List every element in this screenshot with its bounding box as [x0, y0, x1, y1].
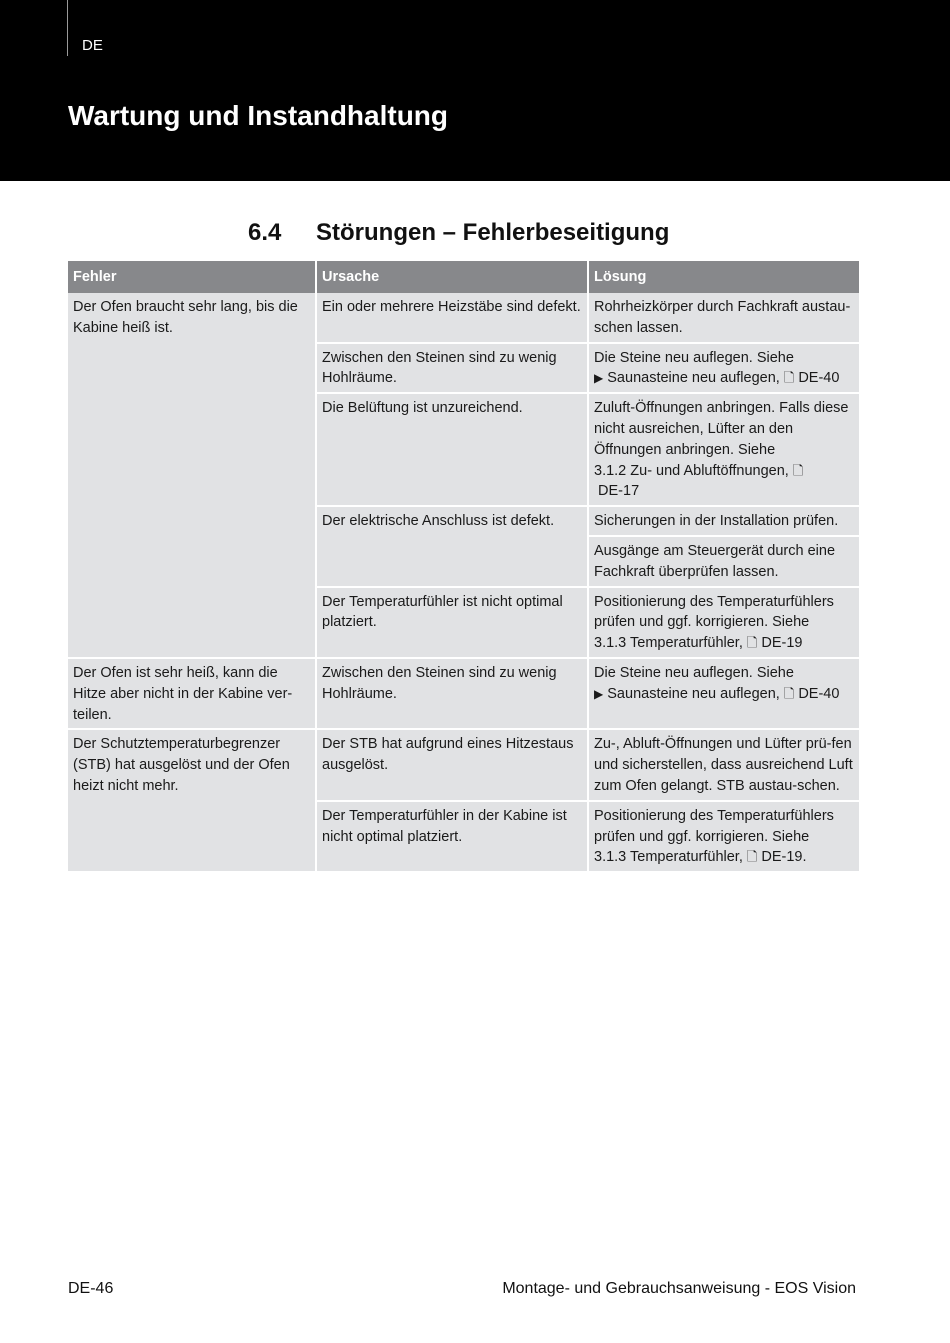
table-row: [68, 658, 859, 729]
solution-cell: [588, 801, 859, 872]
cause-cell: Der Temperaturfühler in der Kabine ist nicht optimal platziert.: [316, 801, 588, 872]
cause-cell: Der STB hat aufgrund eines Hitzestaus ausgelöst.: [316, 729, 588, 800]
troubleshooting-table: [68, 261, 859, 873]
cause-cell: Zwischen den Steinen sind zu wenig Hohlräume.: [316, 658, 588, 729]
arrow-icon: ▶: [594, 371, 604, 386]
cross-reference-link[interactable]: 3.1.3 Temperaturfühler,: [594, 849, 743, 866]
section-number: 6.4: [248, 219, 282, 246]
page-reference[interactable]: DE-40: [798, 685, 840, 702]
solution-cell: [588, 343, 859, 394]
table-header-row: [68, 261, 859, 293]
page-icon: 🗋: [783, 685, 795, 701]
cross-reference-link[interactable]: 3.1.2 Zu- und Abluftöffnungen,: [594, 462, 789, 479]
table-row: [68, 729, 859, 800]
cross-reference-link[interactable]: 3.1.3 Temperaturfühler,: [594, 635, 743, 652]
section-title-text: Störungen – Fehlerbeseitigung: [316, 219, 670, 246]
cause-cell: Ein oder mehrere Heizstäbe sind defekt.: [316, 293, 588, 343]
footer-page-number: DE-46: [68, 1280, 114, 1297]
header-fehler: Fehler: [68, 261, 316, 293]
cause-cell: Die Belüftung ist unzureichend.: [316, 393, 588, 506]
solution-cell: [588, 658, 859, 729]
language-label: DE: [82, 37, 103, 54]
page-reference[interactable]: DE-40: [798, 370, 840, 387]
section-heading: [248, 219, 669, 247]
fault-cell: Der Ofen ist sehr heiß, kann die Hitze aber nicht in der Kabine ver-teilen.: [68, 658, 316, 729]
cross-reference-link[interactable]: Saunasteine neu auflegen,: [607, 370, 780, 387]
solution-text: Die Steine neu auflegen. Siehe: [594, 664, 794, 681]
solution-cell: Ausgänge am Steuergerät durch eine Fachkraft überprüfen lassen.: [588, 536, 859, 587]
solution-cell: [588, 393, 859, 506]
page-icon: 🗋: [746, 635, 758, 651]
fault-cell: Der Schutztemperaturbegrenzer (STB) hat ausgelöst und der Ofen heizt nicht mehr.: [68, 729, 316, 872]
page-reference[interactable]: DE-17: [598, 483, 640, 500]
header-loesung: Lösung: [588, 261, 859, 293]
solution-cell: Sicherungen in der Installation prüfen.: [588, 506, 859, 536]
cause-cell: Der Temperaturfühler ist nicht optimal platziert.: [316, 587, 588, 658]
solution-cell: Rohrheizkörper durch Fachkraft austau-schen lassen.: [588, 293, 859, 343]
page-reference[interactable]: DE-19.: [761, 849, 807, 866]
page-icon: 🗋: [746, 849, 758, 865]
chapter-title: Wartung und Instandhaltung: [68, 100, 449, 131]
page-reference[interactable]: DE-19: [761, 635, 803, 652]
header-divider: [67, 0, 68, 56]
cause-cell: Zwischen den Steinen sind zu wenig Hohlräume.: [316, 343, 588, 394]
solution-text: Positionierung des Temperaturfühlers prüfen und ggf. korrigieren. Siehe: [594, 593, 834, 631]
table-row: [68, 293, 859, 343]
header-band: [0, 0, 950, 181]
cross-reference-link[interactable]: Saunasteine neu auflegen,: [607, 685, 780, 702]
cause-cell: Der elektrische Anschluss ist defekt.: [316, 506, 588, 586]
solution-text: Die Steine neu auflegen. Siehe: [594, 349, 794, 366]
arrow-icon: ▶: [594, 686, 604, 701]
solution-cell: Zu-, Abluft-Öffnungen und Lüfter prü-fen und sicherstellen, dass ausreichend Luft zum Ofen gelangt. STB austau-schen.: [588, 729, 859, 800]
fault-cell: Der Ofen braucht sehr lang, bis die Kabine heiß ist.: [68, 293, 316, 658]
solution-cell: [588, 587, 859, 658]
page-icon: 🗋: [792, 462, 804, 478]
page-icon: 🗋: [783, 370, 795, 386]
footer-document-title: Montage- und Gebrauchsanweisung - EOS Vision: [502, 1280, 856, 1297]
solution-text: Zuluft-Öffnungen anbringen. Falls diese nicht ausreichen, Lüfter an den Öffnungen anbringen. Siehe: [594, 400, 849, 458]
solution-text: Positionierung des Temperaturfühlers prüfen und ggf. korrigieren. Siehe: [594, 807, 834, 845]
header-ursache: Ursache: [316, 261, 588, 293]
